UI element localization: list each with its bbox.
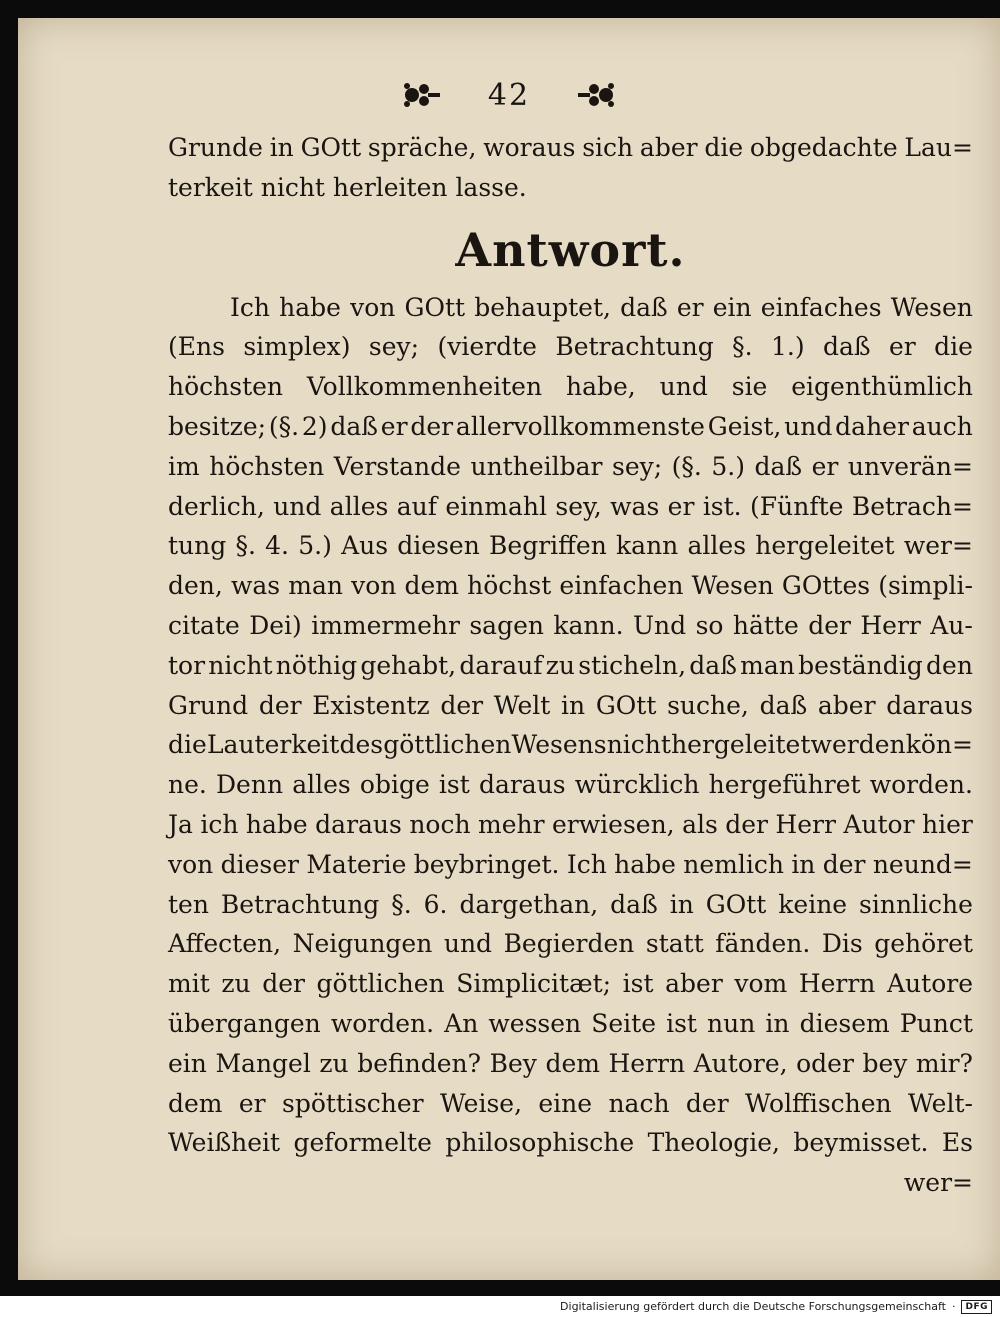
text-line: Affecten, Neigungen und Begierden statt fänden. Dis gehöret — [168, 929, 973, 959]
text-line: tor nicht nöthig gehabt, darauf zu sticheln, daß man beständig den — [168, 650, 973, 680]
text-line: mit zu der göttlichen Simplicitæt; ist aber vom Herrn Autore — [168, 969, 973, 999]
fleuron-left-icon — [402, 80, 442, 110]
text-line: ein Mangel zu befinden? Bey dem Herrn Autore, oder bey mir? — [168, 1048, 973, 1078]
digitization-footer — [0, 1296, 1000, 1317]
text-line: Grund der Existentz der Welt in GOtt suche, daß aber daraus — [168, 690, 973, 720]
page-number: 42 — [487, 77, 531, 113]
text-line: ne. Denn alles obige ist daraus würcklich hergeführet worden. — [168, 770, 973, 800]
section-heading: Antwort. — [455, 222, 686, 277]
text-line: Ja ich habe daraus noch mehr erwiesen, als der Herr Autor hier — [168, 809, 973, 839]
text-line: von dieser Materie beybringet. Ich habe nemlich in der neund= — [168, 849, 973, 879]
text-line: (Ens simplex) sey; (vierdte Betrachtung §. 1.) daß er die — [168, 332, 973, 362]
catchword: wer= — [903, 1168, 973, 1198]
text-line: Ich habe von GOtt behauptet, daß er ein einfaches Wesen — [230, 292, 973, 322]
dfg-logo: DFG — [961, 1300, 992, 1314]
text-line: citate Dei) immermehr sagen kann. Und so hätte der Herr Au- — [168, 610, 973, 640]
text-line: die Lauterkeit des göttlichen Wesens nicht hergeleitet werden kön= — [168, 730, 973, 760]
page-header — [18, 70, 1000, 120]
fleuron-right-icon — [576, 80, 616, 110]
text-line: ten Betrachtung §. 6. dargethan, daß in GOtt keine sinnliche — [168, 889, 973, 919]
text-line: dem er spöttischer Weise, eine nach der Wolffischen Welt- — [168, 1088, 973, 1118]
text-line: besitze; (§. 2) daß er der allervollkommenste Geist, und daher auch — [168, 411, 973, 441]
text-line: tung §. 4. 5.) Aus diesen Begriffen kann alles hergeleitet wer= — [168, 531, 973, 561]
body-text — [168, 128, 973, 1203]
text-line: terkeit nicht herleiten lasse. — [168, 172, 527, 202]
funding-note: Digitalisierung gefördert durch die Deutsche Forschungsgemeinschaft — [560, 1300, 946, 1313]
text-line: höchsten Vollkommenheiten habe, und sie eigenthümlich — [168, 372, 973, 402]
text-line: den, was man von dem höchst einfachen Wesen GOttes (simpli- — [168, 571, 973, 601]
book-page — [18, 18, 1000, 1280]
text-line: im höchsten Verstande untheilbar sey; (§. 5.) daß er unverän= — [168, 451, 973, 481]
text-line: Grunde in GOtt spräche, woraus sich aber die obgedachte Lau= — [168, 133, 973, 162]
text-line: Weißheit geformelte philosophische Theologie, beymisset. Es — [168, 1128, 973, 1158]
text-line: übergangen worden. An wessen Seite ist nun in diesem Punct — [168, 1008, 973, 1038]
separator-dot: · — [951, 1300, 956, 1313]
text-line: derlich, und alles auf einmahl sey, was er ist. (Fünfte Betrach= — [168, 491, 973, 521]
